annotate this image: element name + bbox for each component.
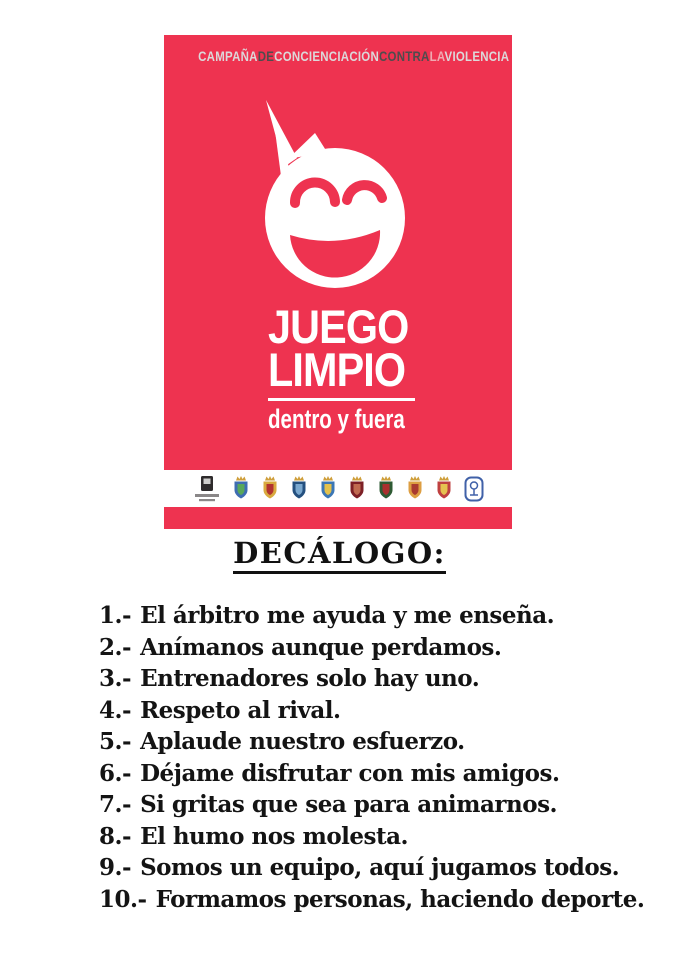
sponsor-logo-strip [164,470,512,507]
municipal-crest-icon [347,475,367,503]
wordmark-limpio: LIMPIO [268,343,406,396]
wordmark [268,300,448,434]
municipal-crest-icon [405,475,425,503]
item-text: Aplaude nuestro esfuerzo. [140,728,465,755]
decalogo-item [99,632,644,664]
municipal-crest-icon [231,475,251,503]
item-number: 5.- [99,728,132,755]
item-number: 8.- [99,822,132,850]
campaign-title-text [198,48,509,64]
decalogo-item [99,852,644,884]
item-text: Anímanos aunque perdamos. [140,633,502,661]
municipal-emblem-icon [463,475,485,503]
item-number: 4.- [99,696,132,724]
municipal-crest-icon [376,475,396,503]
municipal-crest-icon [260,475,280,503]
wordmark-divider [268,398,415,401]
item-text: Respeto al rival. [140,696,341,724]
item-text: El árbitro me ayuda y me enseña. [140,602,555,629]
decalogo-title [0,536,679,570]
wordmark-juego: JUEGO [268,300,409,353]
municipal-crest-icon [434,475,454,503]
campaign-title-word: VIOLENCIA [444,48,510,64]
item-number: 9.- [99,854,132,881]
municipal-emblem-icon [192,475,222,503]
decalogo-list [99,600,644,915]
item-text: Si gritas que sea para animarnos. [140,791,558,818]
item-text: Déjame disfrutar con mis amigos. [140,759,560,787]
campaign-title-word: LA [429,48,445,64]
item-text: Somos un equipo, aquí jugamos todos. [140,854,620,881]
campaign-title-word: CAMPAÑA [198,48,258,64]
campaign-title-word: CONTRA [379,48,430,64]
decalogo-title-text: DECÁLOGO: [233,536,446,574]
smiley-face-icon [250,85,430,305]
decalogo-item [99,884,644,916]
item-number: 1.- [99,602,132,629]
item-number: 7.- [99,791,132,818]
item-text: El humo nos molesta. [140,822,409,850]
item-number: 3.- [99,665,132,692]
decalogo-item [99,726,644,758]
wordmark-tagline: dentro y fuera [268,404,405,434]
decalogo-item [99,600,644,632]
item-number: 10.- [99,885,147,913]
item-number: 2.- [99,633,132,661]
item-text: Entrenadores solo hay uno. [140,665,480,692]
fair-play-poster [164,35,512,529]
decalogo-item [99,789,644,821]
municipal-crest-icon [318,475,338,503]
decalogo-item [99,758,644,790]
campaign-title-word: CONCIENCIACIÓN [274,48,380,64]
decalogo-item [99,695,644,727]
item-number: 6.- [99,759,132,787]
municipal-crest-icon [289,475,309,503]
campaign-title [164,48,512,64]
item-text: Formamos personas, haciendo deporte. [155,885,645,913]
decalogo-item [99,821,644,853]
campaign-title-word: DE [257,48,275,64]
decalogo-item [99,663,644,695]
